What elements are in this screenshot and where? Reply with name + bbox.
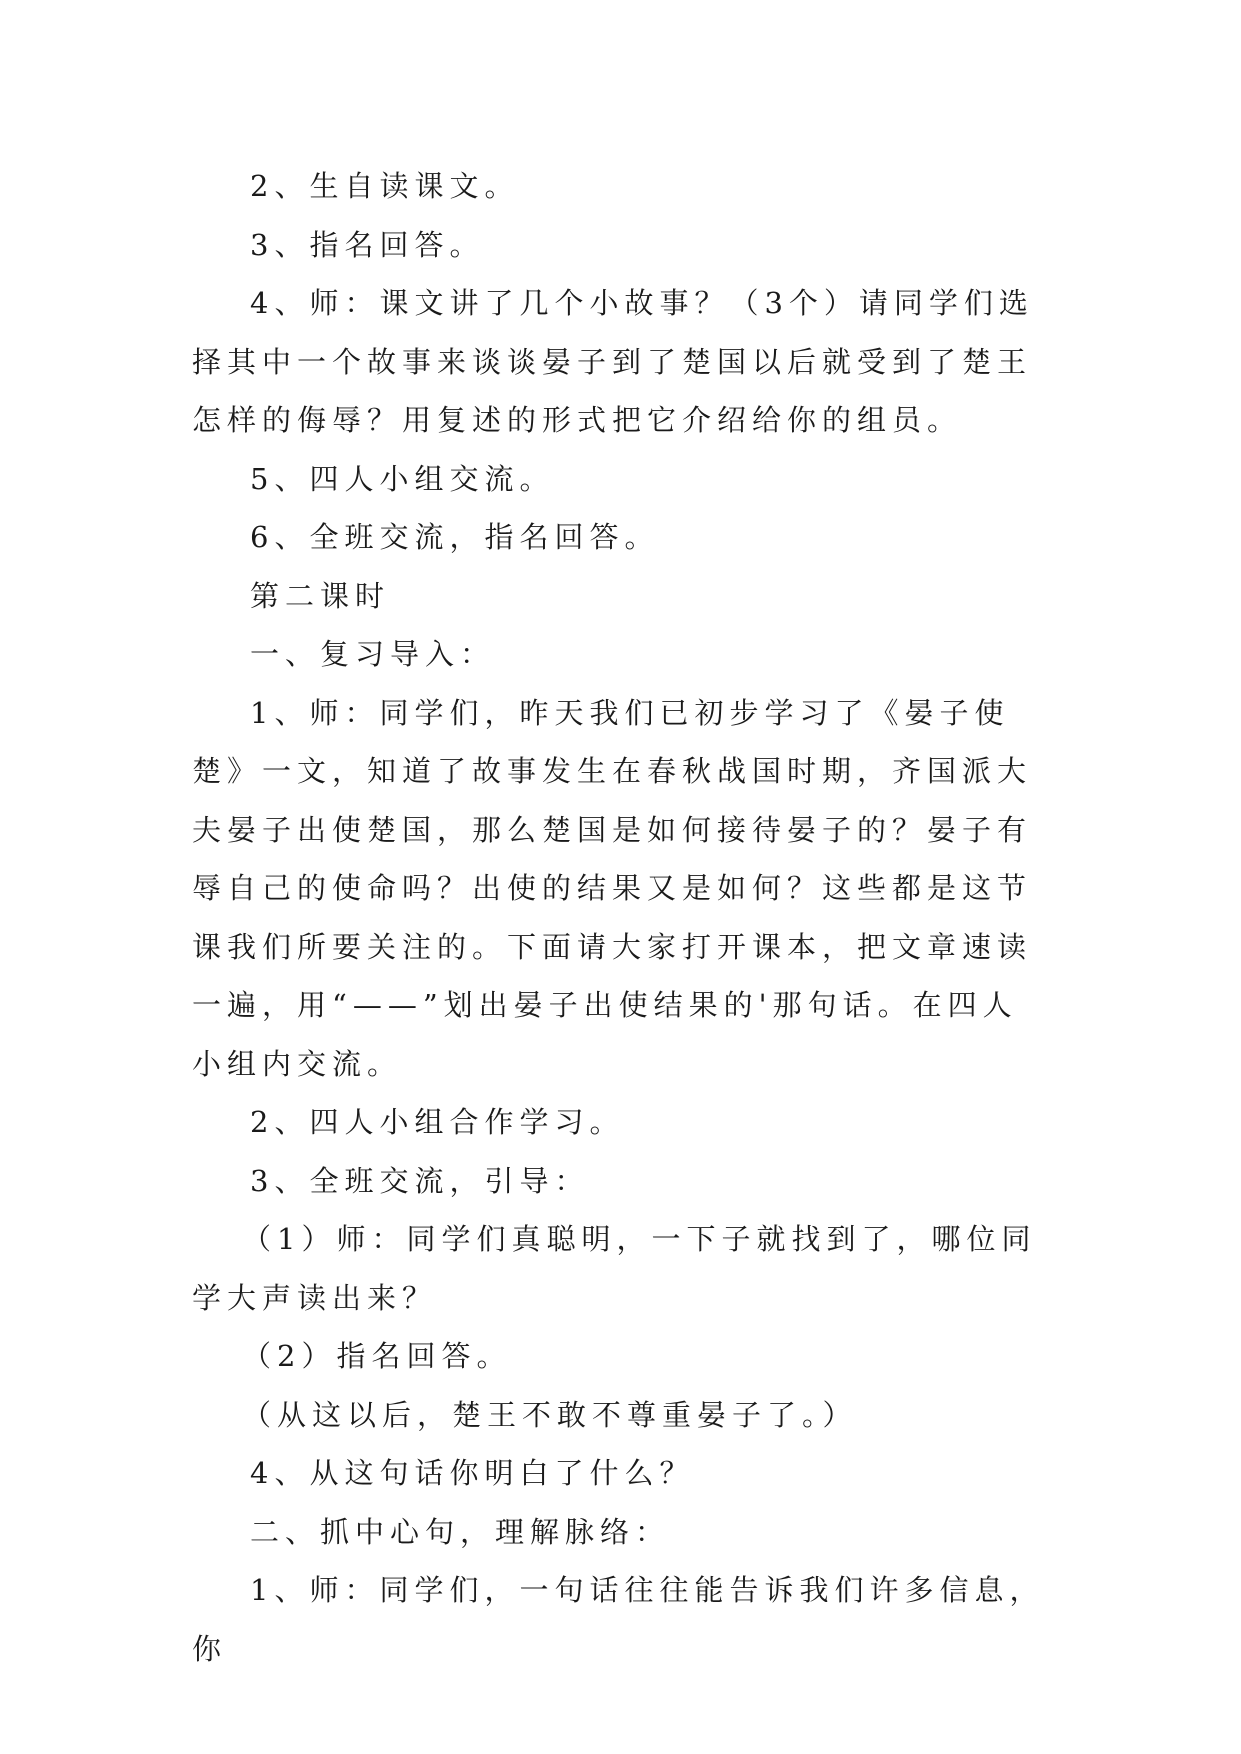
paragraph-subitem-2: （2）指名回答。 [242,1339,512,1373]
paragraph-review-3: 3、全班交流，引导： [250,1163,590,1198]
paragraph-review-4: 4、从这句话你明白了什么？ [250,1456,695,1490]
paragraph-subitem-1: （1）师：同学们真聪明，一下子就找到了，哪位同学大声读出来？ [192,1222,1037,1315]
paragraph-step-4: 4、师：课文讲了几个小故事？（3个）请同学们选择其中一个故事来谈谈晏子到了楚国以后就受到了楚王怎样的侮辱？用复述的形式把它介绍给你的组员。 [192,286,1034,437]
paragraph-step-2: 2、生自读课文。 [250,169,520,203]
section-heading-central-sentence: 二、抓中心句，理解脉络： [250,1514,671,1549]
paragraph-step-6: 6、全班交流，指名回答。 [250,520,660,554]
document-body [192,157,1052,1678]
section-heading-second-lesson: 第二课时 [250,578,391,613]
paragraph-review-1: 1、师：同学们，昨天我们已初步学习了《晏子使楚》一文，知道了故事发生在春秋战国时期，齐国派大夫晏子出使楚国，那么楚国是如何接待晏子的？晏子有辱自己的使命吗？出使的结果又是如何？这些都是这节课我们所要关注的。下面请大家打开课本，把文章速读一遍，用“——”划出晏子出使结果的'那句话。在四人小组内交流。 [192,695,1033,1081]
paragraph-answer-note: （从这以后，楚王不敢不尊重晏子了。） [242,1397,858,1432]
section-heading-review: 一、复习导入： [250,637,496,671]
paragraph-review-2: 2、四人小组合作学习。 [250,1105,625,1139]
paragraph-step-3: 3、指名回答。 [250,227,485,262]
paragraph-step-5: 5、四人小组交流。 [250,461,555,496]
paragraph-central-1: 1、师：同学们，一句话往往能告诉我们许多信息，你 [192,1573,1045,1666]
